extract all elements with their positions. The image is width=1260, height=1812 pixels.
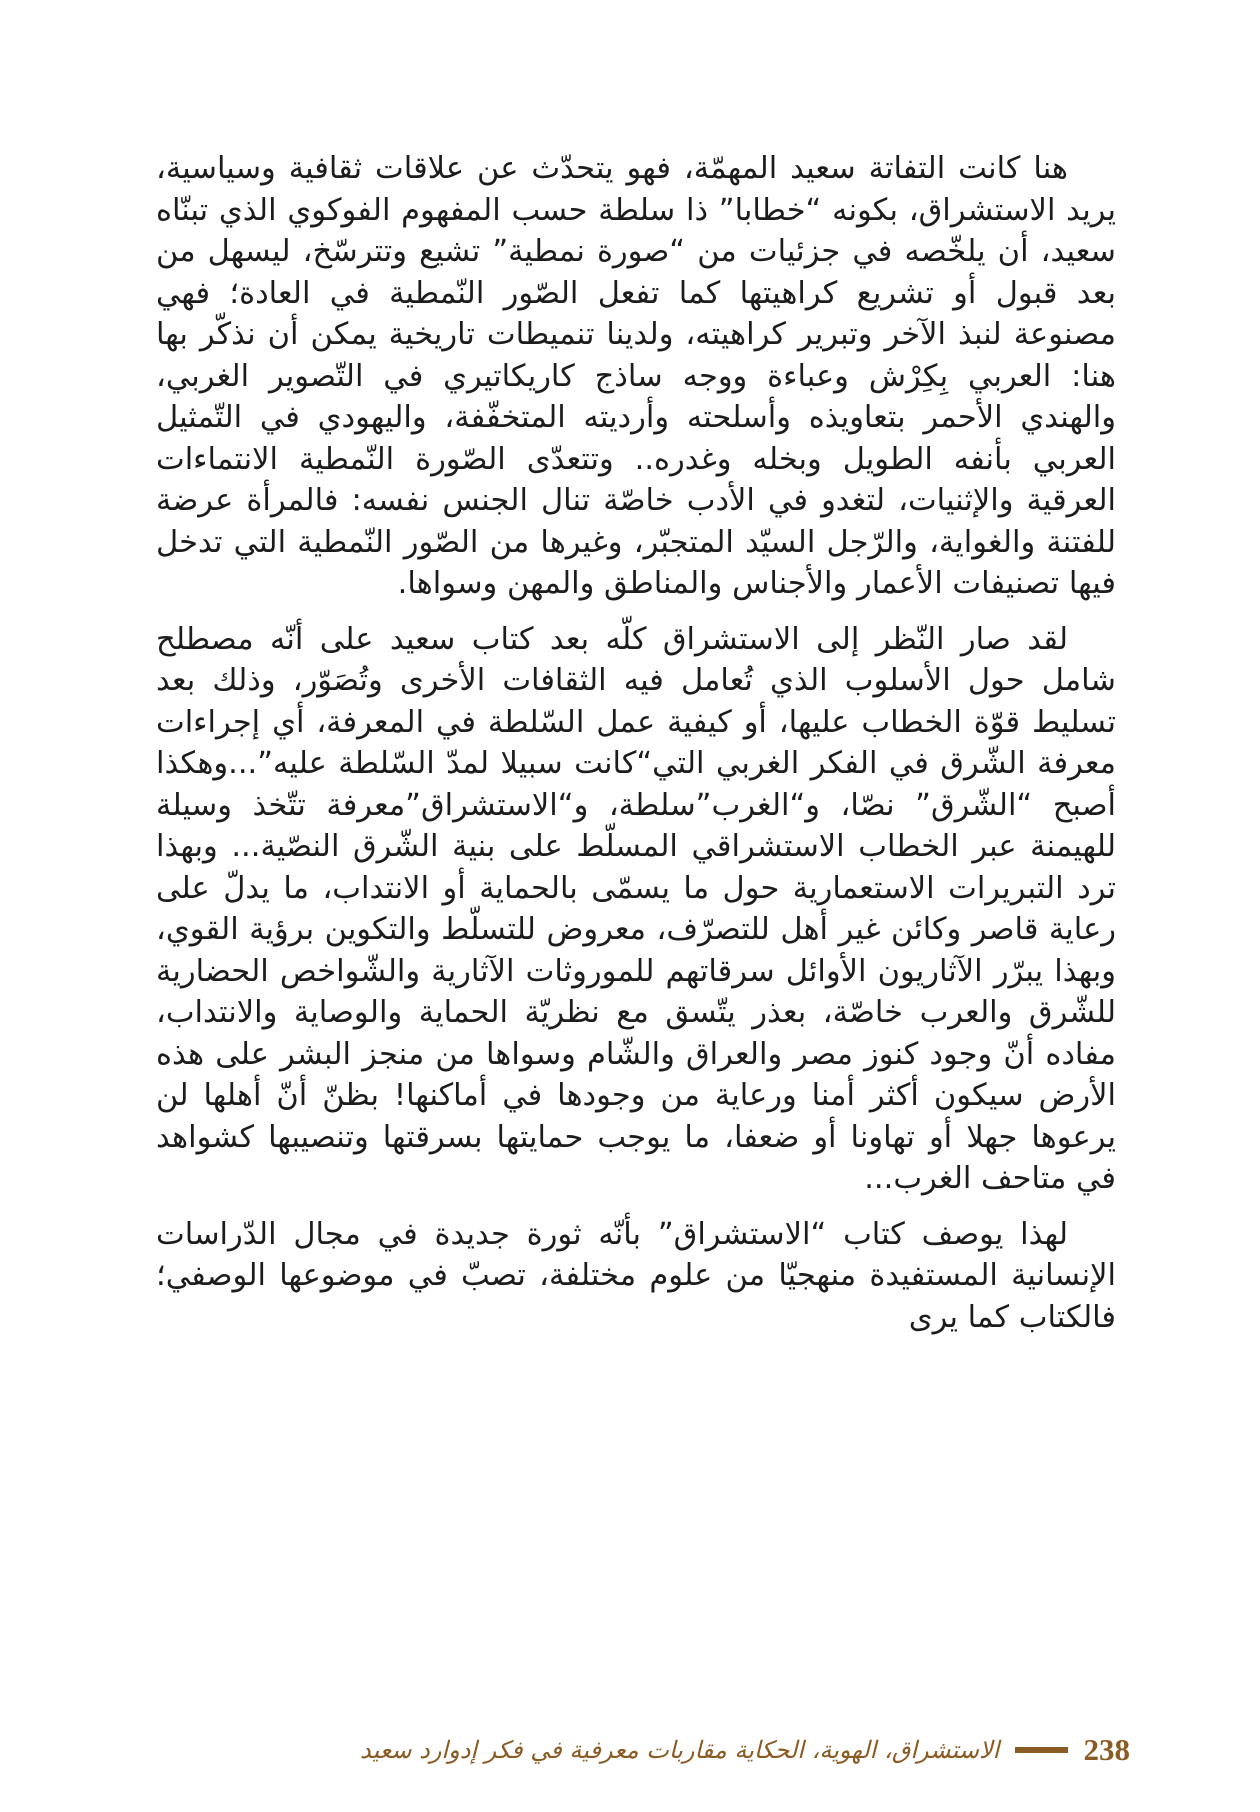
footer-rule	[1015, 1747, 1067, 1753]
paragraph-3: لهذا يوصف كتاب “الاستشراق” بأنّه ثورة جديدة في مجال الدّراسات الإنسانية المستفيدة منهجيّا من علوم مختلفة، تصبّ في موضوعها الوصفي؛ فالكتاب كما يرى	[156, 1216, 1116, 1335]
page-footer	[360, 1728, 1130, 1772]
page-number: 238	[1083, 1732, 1130, 1767]
body-text	[156, 148, 1116, 1352]
paragraph-1: هنا كانت التفاتة سعيد المهمّة، فهو يتحدّث عن علاقات ثقافية وسياسية، يريد الاستشراق، بكونه “خطابا” ذا سلطة حسب المفهوم الفوكوي الذي تبنّاه سعيد، أن يلخّصه في جزئيات من “صورة نمطية” تشيع وتترسّخ، ليسهل من بعد قبول أو تشريع كراهيتها كما تفعل الصّور النّمطية في العادة؛ فهي مصنوعة لنبذ الآخر وتبرير كراهيته، ولدينا تنميطات تاريخية يمكن أن نذكّر بها هنا: العربي بِكِرْش وعباءة ووجه ساذج كاريكاتيري في التّصوير الغربي، والهندي الأحمر بتعاويذه وأسلحته وأرديته المتخفّفة، واليهودي في التّمثيل العربي بأنفه الطويل وبخله وغدره.. وتتعدّى الصّورة النّمطية الانتماءات العرقية والإثنيات، لتغدو في الأدب خاصّة تنال الجنس نفسه: فالمرأة عرضة للفتنة والغواية، والرّجل السيّد المتجبّر، وغيرها من الصّور النّمطية التي تدخل فيها تصنيفات الأعمار والأجناس والمناطق والمهن وسواها.	[156, 151, 1116, 601]
running-title: الاستشراق، الهوية، الحكاية مقاربات معرفية في فكر إدوارد سعيد	[360, 1736, 1000, 1764]
paragraph-2: لقد صار النّظر إلى الاستشراق كلّه بعد كتاب سعيد على أنّه مصطلح شامل حول الأسلوب الذي تُعامل فيه الثقافات الأخرى وتُصَوّر، وذلك بعد تسليط قوّة الخطاب عليها، أو كيفية عمل السّلطة في المعرفة، أي إجراءات معرفة الشّرق في الفكر الغربي التي“كانت سبيلا لمدّ السّلطة عليه”...وهكذا أصبح “الشّرق” نصّا، و“الغرب”سلطة، و“الاستشراق”معرفة تتّخذ وسيلة للهيمنة عبر الخطاب الاستشراقي المسلّط على بنية الشّرق النصّية... وبهذا ترد التبريرات الاستعمارية حول ما يسمّى بالحماية أو الانتداب، ما يدلّ على رعاية قاصر وكائن غير أهل للتصرّف، معروض للتسلّط والتكوين برؤية القوي، وبهذا يبرّر الآثاريون الأوائل سرقاتهم للموروثات الآثارية والشّواخص الحضارية للشّرق والعرب خاصّة، بعذر يتّسق مع نظريّة الحماية والوصاية والانتداب، مفاده أنّ وجود كنوز مصر والعراق والشّام وسواها من منجز البشر على هذه الأرض سيكون أكثر أمنا ورعاية من وجودها في أماكنها! بظنّ أنّ أهلها لن يرعوها جهلا أو تهاونا أو ضعفا، ما يوجب حمايتها بسرقتها وتنصيبها كشواهد في متاحف الغرب...	[156, 621, 1116, 1196]
